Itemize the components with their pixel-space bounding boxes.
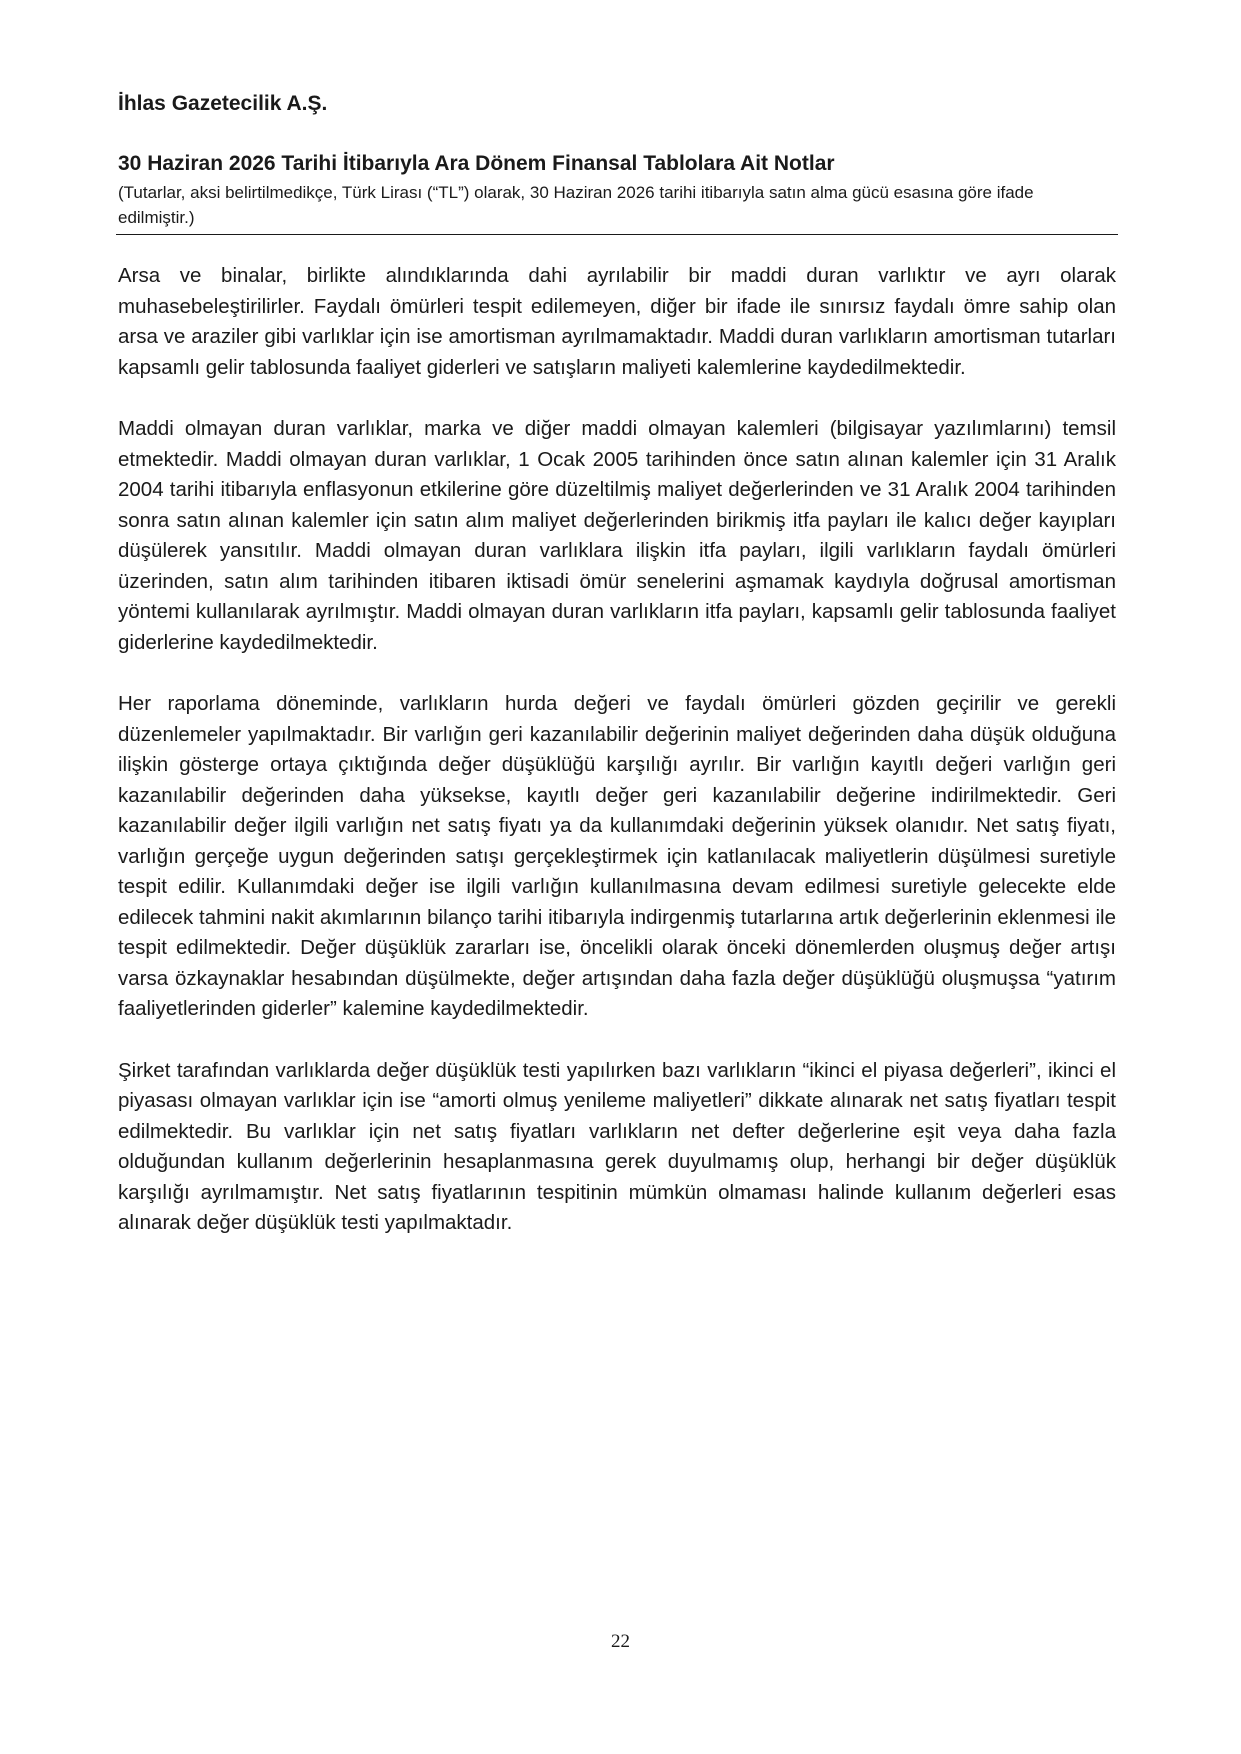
page-number: 22 [611,1631,630,1652]
page-header [118,90,1116,230]
company-name: İhlas Gazetecilik A.Ş. [118,92,328,115]
paragraph-intangible-assets: Maddi olmayan duran varlıklar, marka ve diğer maddi olmayan kalemleri (bilgisayar yazılımlarını) temsil etmektedir. Maddi olmayan duran varlıklar, 1 Ocak 2005 tarihinden önce satın alınan kalemler için 31 Aralık 2004 tarihi itibarıyla enflasyonun etkilerine göre düzeltilmiş maliyet değerlerinden ve 31 Aralık 2004 tarihinden sonra satın alınan kalemler için satın alım maliyet değerlerinden birikmiş itfa payları ile kalıcı değer kayıpları düşülerek yansıtılır. Maddi olmayan duran varlıklara ilişkin itfa payları, ilgili varlıkların faydalı ömürleri üzerinden, satın alım tarihinden itibaren iktisadi ömür senelerini aşmamak kaydıyla doğrusal amortisman yöntemi kullanılarak ayrılmıştır. Maddi olmayan duran varlıkların itfa payları, kapsamlı gelir tablosunda faaliyet giderlerine kaydedilmektedir. [118,417,1116,654]
document-title: 30 Haziran 2026 Tarihi İtibarıyla Ara Dönem Finansal Tablolara Ait Notlar [118,152,835,175]
paragraph-impairment-testing: Şirket tarafından varlıklarda değer düşüklük testi yapılırken bazı varlıkların “ikinci el piyasa değerleri”, ikinci el piyasası olmayan varlıklar için ise “amorti olmuş yenileme maliyetleri” dikkate alınarak net satış fiyatları tespit edilmektedir. Bu varlıklar için net satış fiyatları varlıkların net defter değerlerine eşit veya daha fazla olduğundan kullanım değerlerinin hesaplanmasına gerek duyulmamış olup, herhangi bir değer düşüklük karşılığı ayrılmamıştır. Net satış fiyatlarının tespitinin mümkün olmaması halinde kullanım değerleri esas alınarak değer düşüklük testi yapılmaktadır. [118,1058,1116,1234]
header-divider [116,234,1118,235]
paragraph-land-buildings: Arsa ve binalar, birlikte alındıklarında dahi ayrılabilir bir maddi duran varlıktır ve ayrı olarak muhasebeleştirilirler. Faydalı ömürleri tespit edilemeyen, diğer bir ifade ile sınırsız faydalı ömre sahip olan arsa ve araziler gibi varlıklar için ise amortisman ayrılmamaktadır. Maddi duran varlıkların amortisman tutarları kapsamlı gelir tablosunda faaliyet giderleri ve satışların maliyeti kalemlerine kaydedilmektedir. [118,264,1116,379]
document-body [118,261,1116,1270]
paragraph-impairment-review: Her raporlama döneminde, varlıkların hurda değeri ve faydalı ömürleri gözden geçirilir ve gerekli düzenlemeler yapılmaktadır. Bir varlığın geri kazanılabilir değerinin maliyet değerinden daha düşük olduğuna ilişkin gösterge ortaya çıktığında değer düşüklüğü karşılığı ayrılır. Bir varlığın kayıtlı değeri varlığın geri kazanılabilir değerinden daha yüksekse, kayıtlı değer geri kazanılabilir değerine indirilmektedir. Geri kazanılabilir değer ilgili varlığın net satış fiyatı ya da kullanımdaki değerinin yüksek olanıdır. Net satış fiyatı, varlığın gerçeğe uygun değerinden satışı gerçekleştirmek için katlanılacak maliyetlerin düşülmesi suretiyle tespit edilir. Kullanımdaki değer ise ilgili varlığın kullanılmasına devam edilmesi suretiyle gelecekte elde edilecek tahmini nakit akımlarının bilanço tarihi itibarıyla indirgenmiş tutarlarına artık değerlerinin eklenmesi ile tespit edilmektedir. Değer düşüklük zararları ise, öncelikli olarak önceki dönemlerden oluşmuş değer artışı varsa özkaynaklar hesabından düşülmekte, değer artışından daha fazla değer düşüklüğü oluşmuşsa “yatırım faaliyetlerinden giderler” kalemine kaydedilmektedir. [118,692,1116,1020]
document-subtitle: (Tutarlar, aksi belirtilmedikçe, Türk Lirası (“TL”) olarak, 30 Haziran 2026 tarihi itibarıyla satın alma gücü esasına göre ifade edilmiştir.) [118,183,1034,227]
